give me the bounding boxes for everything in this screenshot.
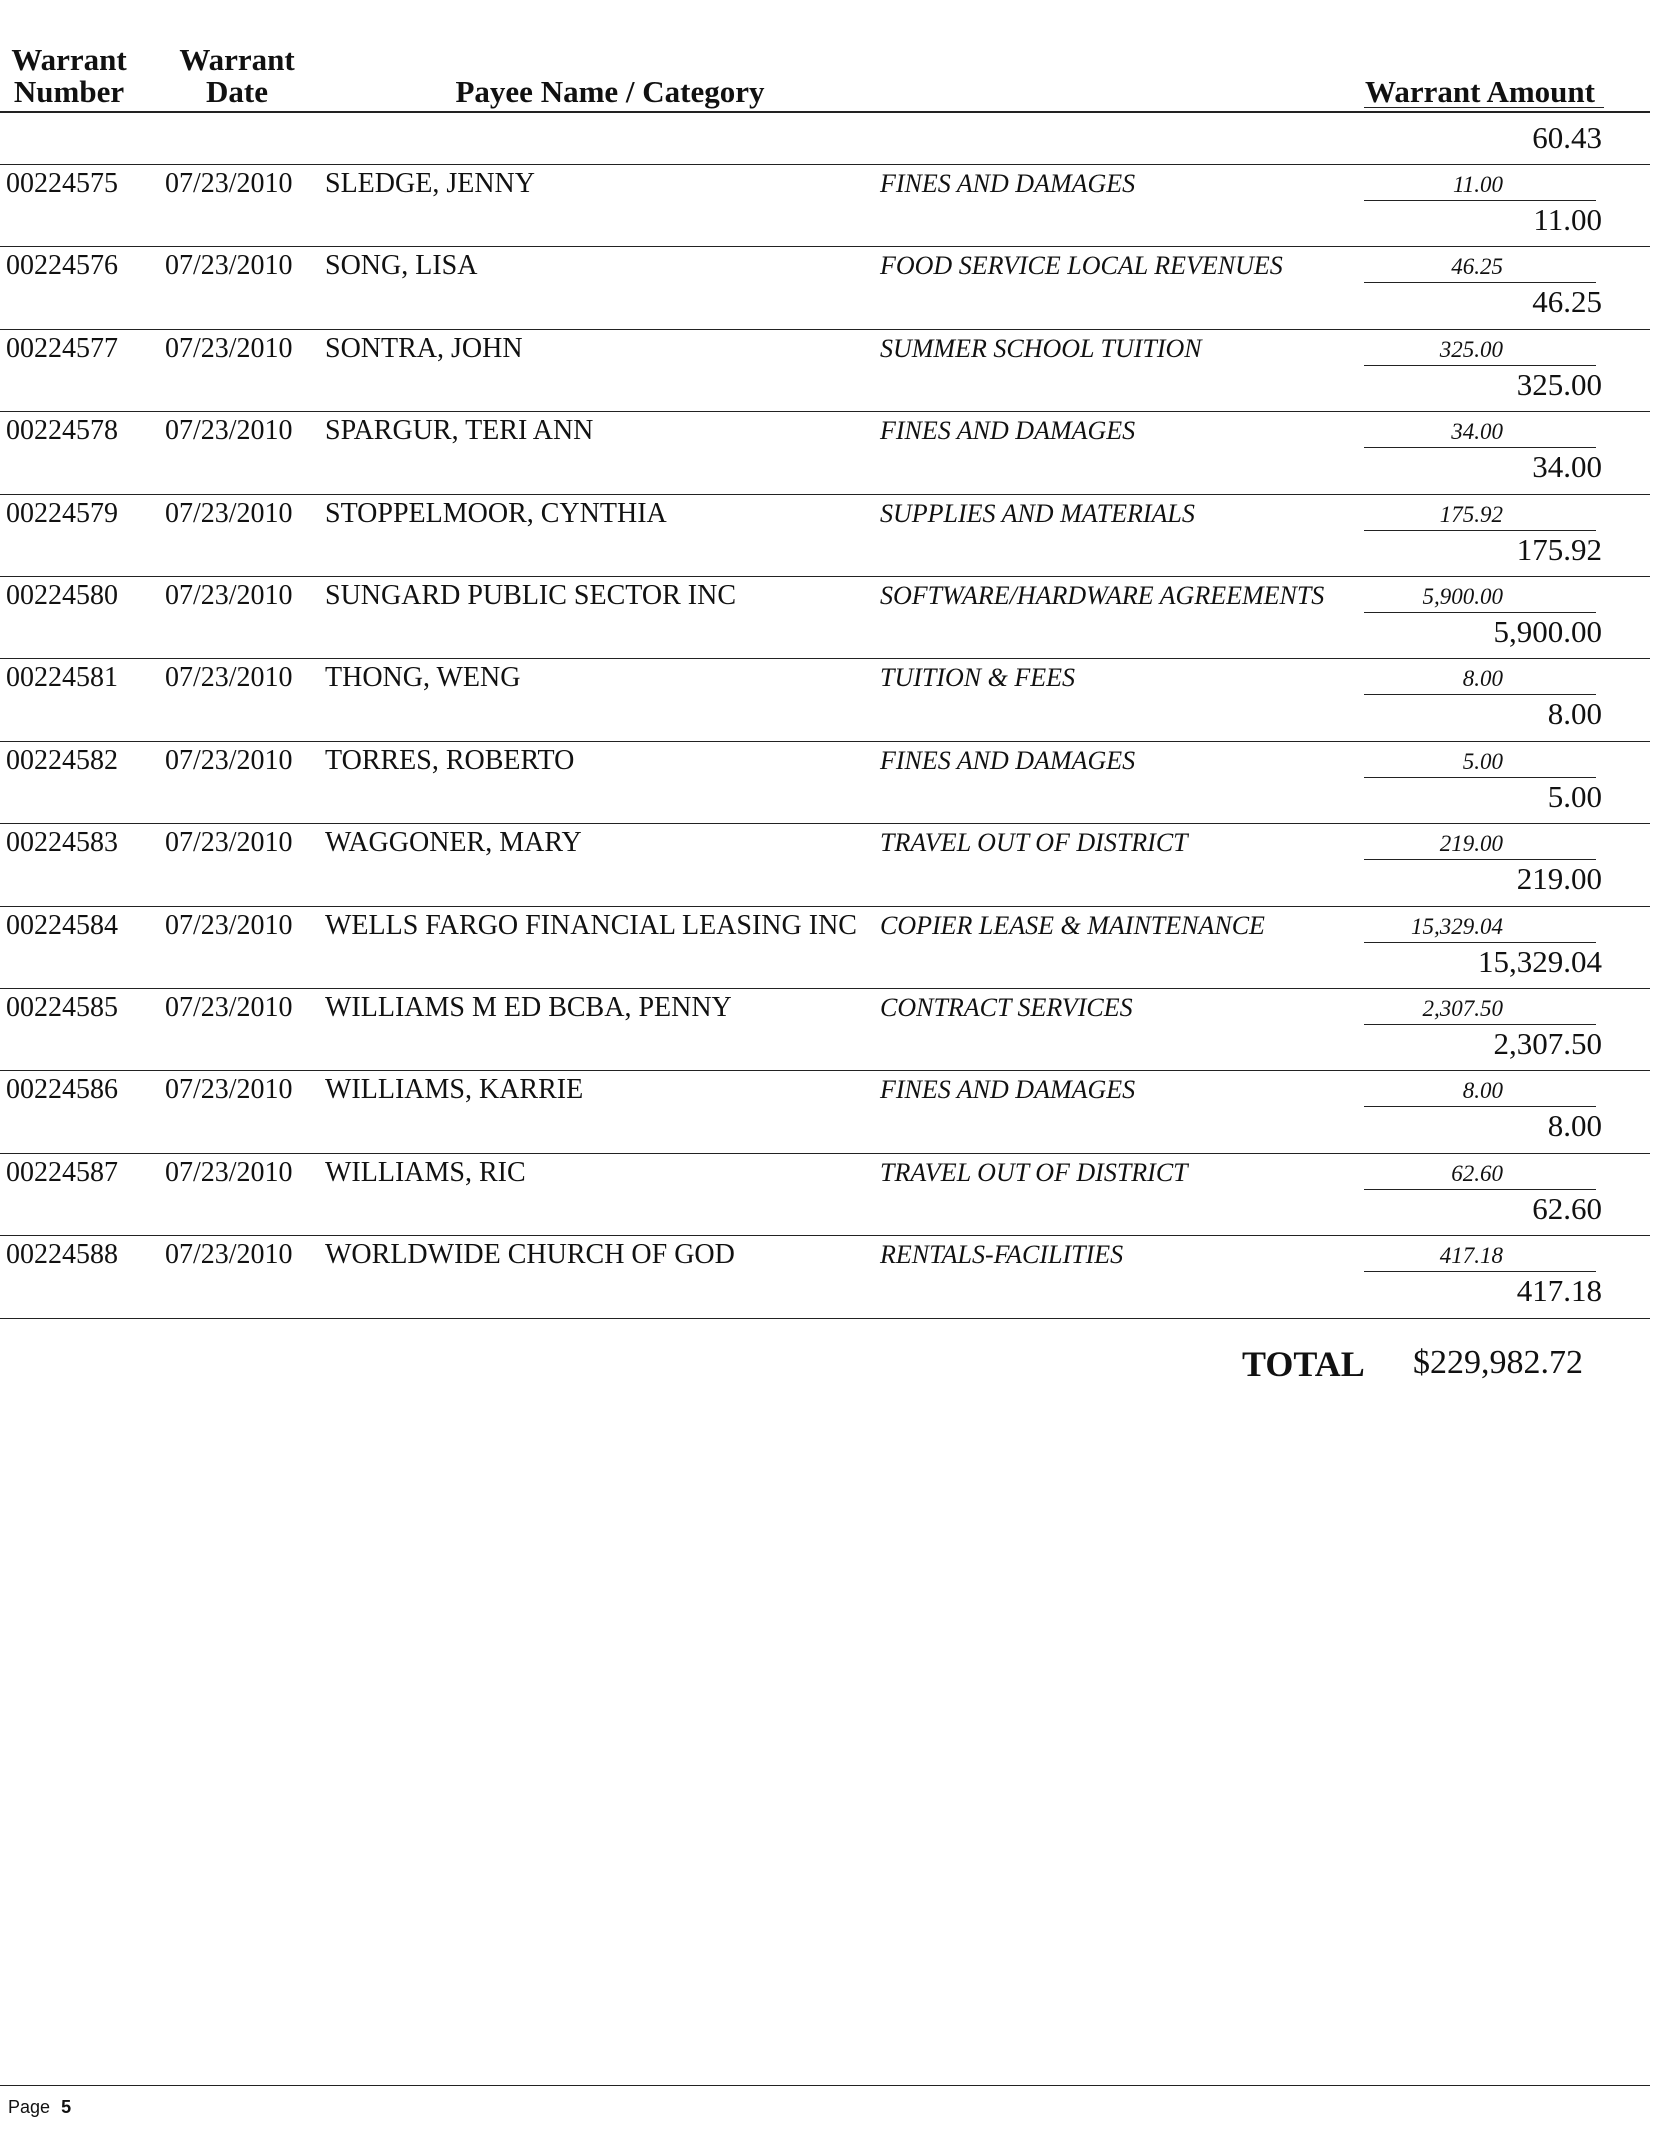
warrant-number: 00224587: [6, 1157, 118, 1188]
payee-category: FINES AND DAMAGES: [880, 169, 1136, 198]
payee-category: SOFTWARE/HARDWARE AGREEMENTS: [880, 581, 1325, 610]
line-amount-rule: [1364, 1271, 1596, 1272]
warrant-number: 00224579: [6, 498, 118, 529]
warrant-date: 07/23/2010: [165, 1157, 293, 1188]
warrant-number: 00224576: [6, 250, 118, 281]
row-separator: [0, 988, 1650, 989]
payee-category: TUITION & FEES: [880, 663, 1075, 692]
page-label: Page: [8, 2097, 51, 2117]
row-separator: [0, 411, 1650, 412]
line-amount-rule: [1364, 694, 1596, 695]
line-amount: 8.00: [1462, 1078, 1503, 1103]
total-label: TOTAL: [1242, 1344, 1365, 1384]
table-bottom-rule: [0, 1318, 1650, 1319]
warrant-date: 07/23/2010: [165, 1239, 293, 1270]
header-warrant-number-line1: Warrant: [11, 42, 127, 77]
payee-category: TRAVEL OUT OF DISTRICT: [880, 1158, 1188, 1187]
warrant-amount: 5,900.00: [1493, 614, 1602, 649]
header-rule-amount: [1364, 107, 1604, 108]
line-amount-rule: [1364, 200, 1596, 201]
warrant-number: 00224581: [6, 662, 118, 693]
payee-category: SUMMER SCHOOL TUITION: [880, 334, 1202, 363]
payee-name: SLEDGE, JENNY: [325, 168, 535, 199]
page-number: 5: [61, 2097, 72, 2117]
warrant-amount: 325.00: [1516, 367, 1602, 402]
line-amount-rule: [1364, 942, 1596, 943]
warrant-number: 00224583: [6, 827, 118, 858]
header-warrant-number-line2: Number: [13, 74, 125, 109]
header-warrant-date-line2: Date: [206, 74, 268, 109]
warrant-date: 07/23/2010: [165, 580, 293, 611]
warrant-amount: 11.00: [1533, 202, 1602, 237]
line-amount: 62.60: [1451, 1161, 1503, 1186]
page-footer: [8, 2097, 71, 2118]
line-amount: 175.92: [1439, 502, 1503, 527]
warrant-date: 07/23/2010: [165, 415, 293, 446]
warrant-amount: 5.00: [1547, 779, 1602, 814]
warrant-amount: 34.00: [1532, 449, 1602, 484]
warrant-date: 07/23/2010: [165, 168, 293, 199]
payee-name: SUNGARD PUBLIC SECTOR INC: [325, 580, 736, 611]
line-amount-rule: [1364, 282, 1596, 283]
warrant-number: 00224575: [6, 168, 118, 199]
line-amount-rule: [1364, 612, 1596, 613]
warrant-date: 07/23/2010: [165, 992, 293, 1023]
row-separator: [0, 246, 1650, 247]
warrant-date: 07/23/2010: [165, 745, 293, 776]
row-separator: [0, 1070, 1650, 1071]
line-amount: 219.00: [1439, 831, 1503, 856]
warrant-amount: 15,329.04: [1478, 944, 1602, 979]
warrant-amount: 8.00: [1547, 696, 1602, 731]
line-amount-rule: [1364, 777, 1596, 778]
warrant-date: 07/23/2010: [165, 1074, 293, 1105]
row-separator: [0, 658, 1650, 659]
warrant-amount: 2,307.50: [1493, 1026, 1602, 1061]
row-separator: [0, 1153, 1650, 1154]
payee-category: SUPPLIES AND MATERIALS: [880, 499, 1195, 528]
row-separator: [0, 823, 1650, 824]
warrant-date: 07/23/2010: [165, 333, 293, 364]
warrant-number: 00224584: [6, 910, 118, 941]
warrant-amount: 417.18: [1516, 1273, 1602, 1308]
payee-name: WELLS FARGO FINANCIAL LEASING INC: [325, 910, 857, 941]
line-amount-rule: [1364, 1024, 1596, 1025]
line-amount-rule: [1364, 1106, 1596, 1107]
footer-rule: [0, 2085, 1650, 2086]
warrant-number: 00224582: [6, 745, 118, 776]
header-rule: [0, 111, 1650, 113]
payee-name: WILLIAMS, KARRIE: [325, 1074, 584, 1105]
warrant-amount: 175.92: [1516, 532, 1602, 567]
line-amount-rule: [1364, 530, 1596, 531]
row-separator: [0, 164, 1650, 165]
warrant-date: 07/23/2010: [165, 250, 293, 281]
row-separator: [0, 741, 1650, 742]
payee-name: WAGGONER, MARY: [325, 827, 582, 858]
payee-category: FOOD SERVICE LOCAL REVENUES: [880, 251, 1283, 280]
line-amount: 46.25: [1451, 254, 1503, 279]
row-separator: [0, 576, 1650, 577]
row-separator: [0, 1235, 1650, 1236]
warrant-number: 00224588: [6, 1239, 118, 1270]
payee-name: SONG, LISA: [325, 250, 478, 281]
payee-name: WILLIAMS, RIC: [325, 1157, 526, 1188]
payee-category: RENTALS-FACILITIES: [880, 1240, 1124, 1269]
warrant-number: 00224578: [6, 415, 118, 446]
header-amount: Warrant Amount: [1365, 74, 1595, 109]
line-amount: 15,329.04: [1411, 914, 1503, 939]
warrant-amount: 46.25: [1532, 284, 1602, 319]
payee-category: CONTRACT SERVICES: [880, 993, 1133, 1022]
line-amount: 2,307.50: [1422, 996, 1503, 1021]
payee-name: SPARGUR, TERI ANN: [325, 415, 594, 446]
payee-category: TRAVEL OUT OF DISTRICT: [880, 828, 1188, 857]
line-amount: 34.00: [1451, 419, 1503, 444]
warrant-date: 07/23/2010: [165, 910, 293, 941]
line-amount-rule: [1364, 365, 1596, 366]
line-amount: 325.00: [1439, 337, 1503, 362]
row-separator: [0, 494, 1650, 495]
warrant-number: 00224577: [6, 333, 118, 364]
warrant-number: 00224585: [6, 992, 118, 1023]
payee-name: WILLIAMS M ED BCBA, PENNY: [325, 992, 732, 1023]
row-separator: [0, 329, 1650, 330]
line-amount: 8.00: [1462, 666, 1503, 691]
line-amount-rule: [1364, 447, 1596, 448]
line-amount: 417.18: [1439, 1243, 1503, 1268]
line-amount-rule: [1364, 1189, 1596, 1190]
payee-name: STOPPELMOOR, CYNTHIA: [325, 498, 667, 529]
warrant-number: 00224580: [6, 580, 118, 611]
payee-name: TORRES, ROBERTO: [325, 745, 575, 776]
line-amount: 11.00: [1452, 172, 1503, 197]
row-separator: [0, 906, 1650, 907]
payee-category: COPIER LEASE & MAINTENANCE: [880, 911, 1265, 940]
carry-over-amount: 60.43: [1532, 120, 1602, 155]
header-warrant-date: [167, 44, 307, 108]
warrant-number: 00224586: [6, 1074, 118, 1105]
warrant-date: 07/23/2010: [165, 498, 293, 529]
header-warrant-date-line1: Warrant: [179, 42, 295, 77]
payee-category: FINES AND DAMAGES: [880, 1075, 1136, 1104]
payee-category: FINES AND DAMAGES: [880, 746, 1136, 775]
line-amount: 5.00: [1462, 749, 1503, 774]
warrant-amount: 8.00: [1547, 1108, 1602, 1143]
warrant-date: 07/23/2010: [165, 827, 293, 858]
warrant-date: 07/23/2010: [165, 662, 293, 693]
header-warrant-number: [4, 44, 134, 108]
payee-name: THONG, WENG: [325, 662, 521, 693]
total-value: $229,982.72: [1413, 1344, 1583, 1381]
line-amount-rule: [1364, 859, 1596, 860]
payee-category: FINES AND DAMAGES: [880, 416, 1136, 445]
header-payee: Payee Name / Category: [455, 74, 765, 109]
warrant-amount: 219.00: [1516, 861, 1602, 896]
payee-name: WORLDWIDE CHURCH OF GOD: [325, 1239, 735, 1270]
line-amount: 5,900.00: [1422, 584, 1503, 609]
warrant-amount: 62.60: [1532, 1191, 1602, 1226]
payee-name: SONTRA, JOHN: [325, 333, 523, 364]
